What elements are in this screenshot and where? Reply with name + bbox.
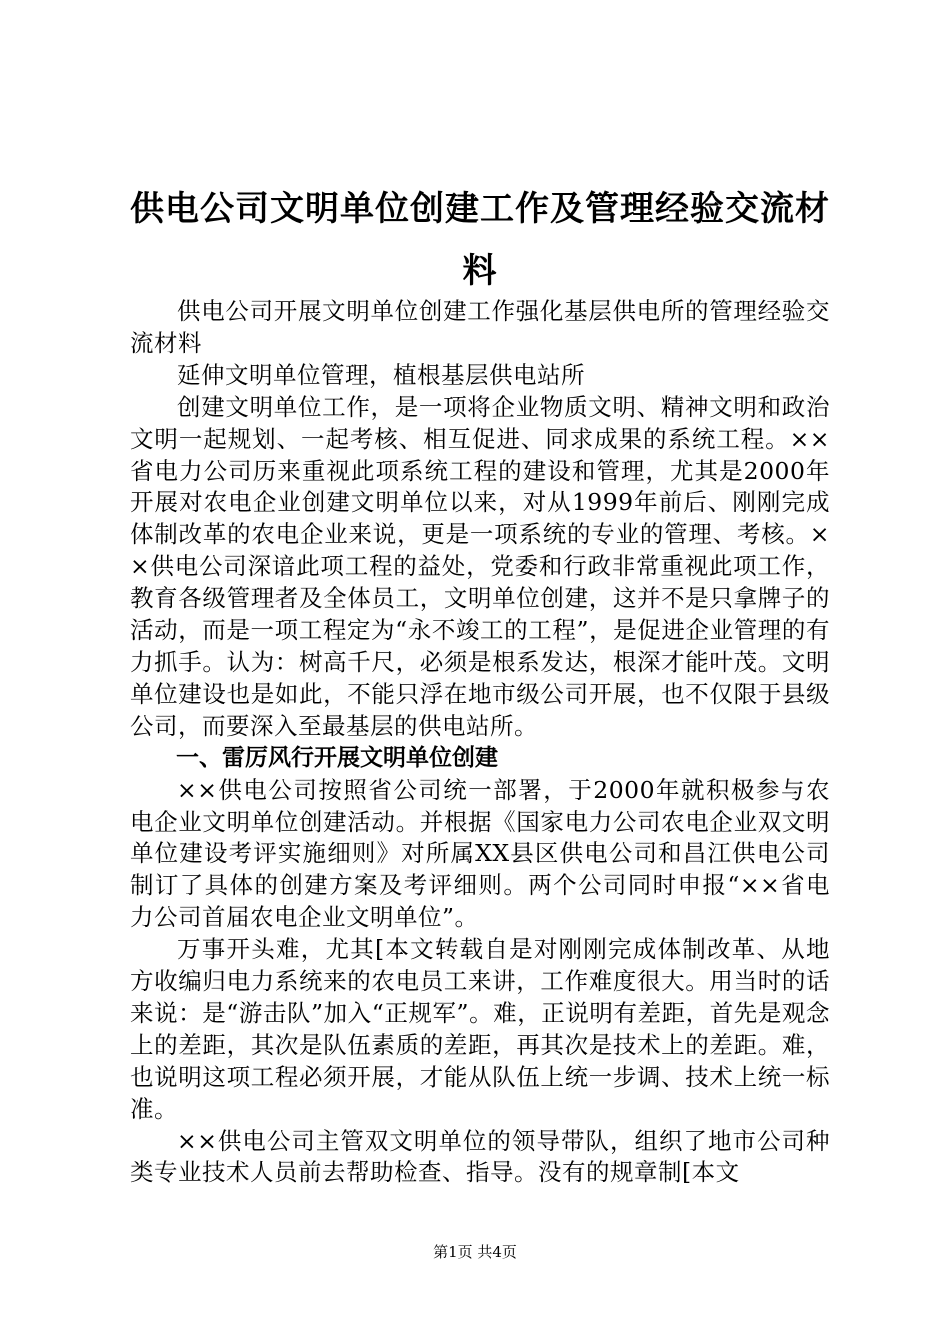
document-body [130,296,830,1189]
paragraph: ××供电公司按照省公司统一部署，于2000年就积极参与农电企业文明单位创建活动。并根据《国家电力公司农电企业双文明单位建设考评实施细则》对所属XX县区供电公司和昌江供电公司制订了具体的创建方案及考评细则。两个公司同时申报“××省电力公司首届农电企业文明单位”。 [130,775,830,932]
paragraph: 供电公司开展文明单位创建工作强化基层供电所的管理经验交流材料 [130,297,830,357]
document-title: 供电公司文明单位创建工作及管理经验交流材料 [130,189,830,291]
paragraph: ××供电公司主管双文明单位的领导带队，组织了地市公司种类专业技术人员前去帮助检查、指导。没有的规章制[本文 [130,1126,830,1187]
page-footer: 第1页 共4页 [433,1243,517,1261]
paragraph: 创建文明单位工作，是一项将企业物质文明、精神文明和政治文明一起规划、一起考核、相互促进、同求成果的系统工程。××省电力公司历来重视此项系统工程的建设和管理，尤其是2000年开展对农电企业创建文明单位以来，对从1999年前后、刚刚完成体制改革的农电企业来说，更是一项系统的专业的管理、考核。××供电公司深谙此项工程的益处，党委和行政非常重视此项工作，教育各级管理者及全体员工，文明单位创建，这并不是只拿牌子的活动，而是一项工程定为“永不竣工的工程”，是促进企业管理的有力抓手。认为：树高千尺，必须是根系发达，根深才能叶茂。文明单位建设也是如此，不能只浮在地市级公司开展，也不仅限于县级公司，而要深入至最基层的供电站所。 [130,392,830,740]
paragraph: 延伸文明单位管理，植根基层供电站所 [177,360,585,389]
paragraph: 万事开头难，尤其[本文转载自是对刚刚完成体制改革、从地方收编归电力系统来的农电员工来讲，工作难度很大。用当时的话来说：是“游击队”加入“正规军”。难，正说明有差距，首先是观念上的差距，其次是队伍素质的差距，再其次是技术上的差距。难，也说明这项工程必须开展，才能从队伍上统一步调、技术上统一标准。 [130,935,830,1123]
section-heading: 一、雷厉风行开展文明单位创建 [176,744,498,771]
